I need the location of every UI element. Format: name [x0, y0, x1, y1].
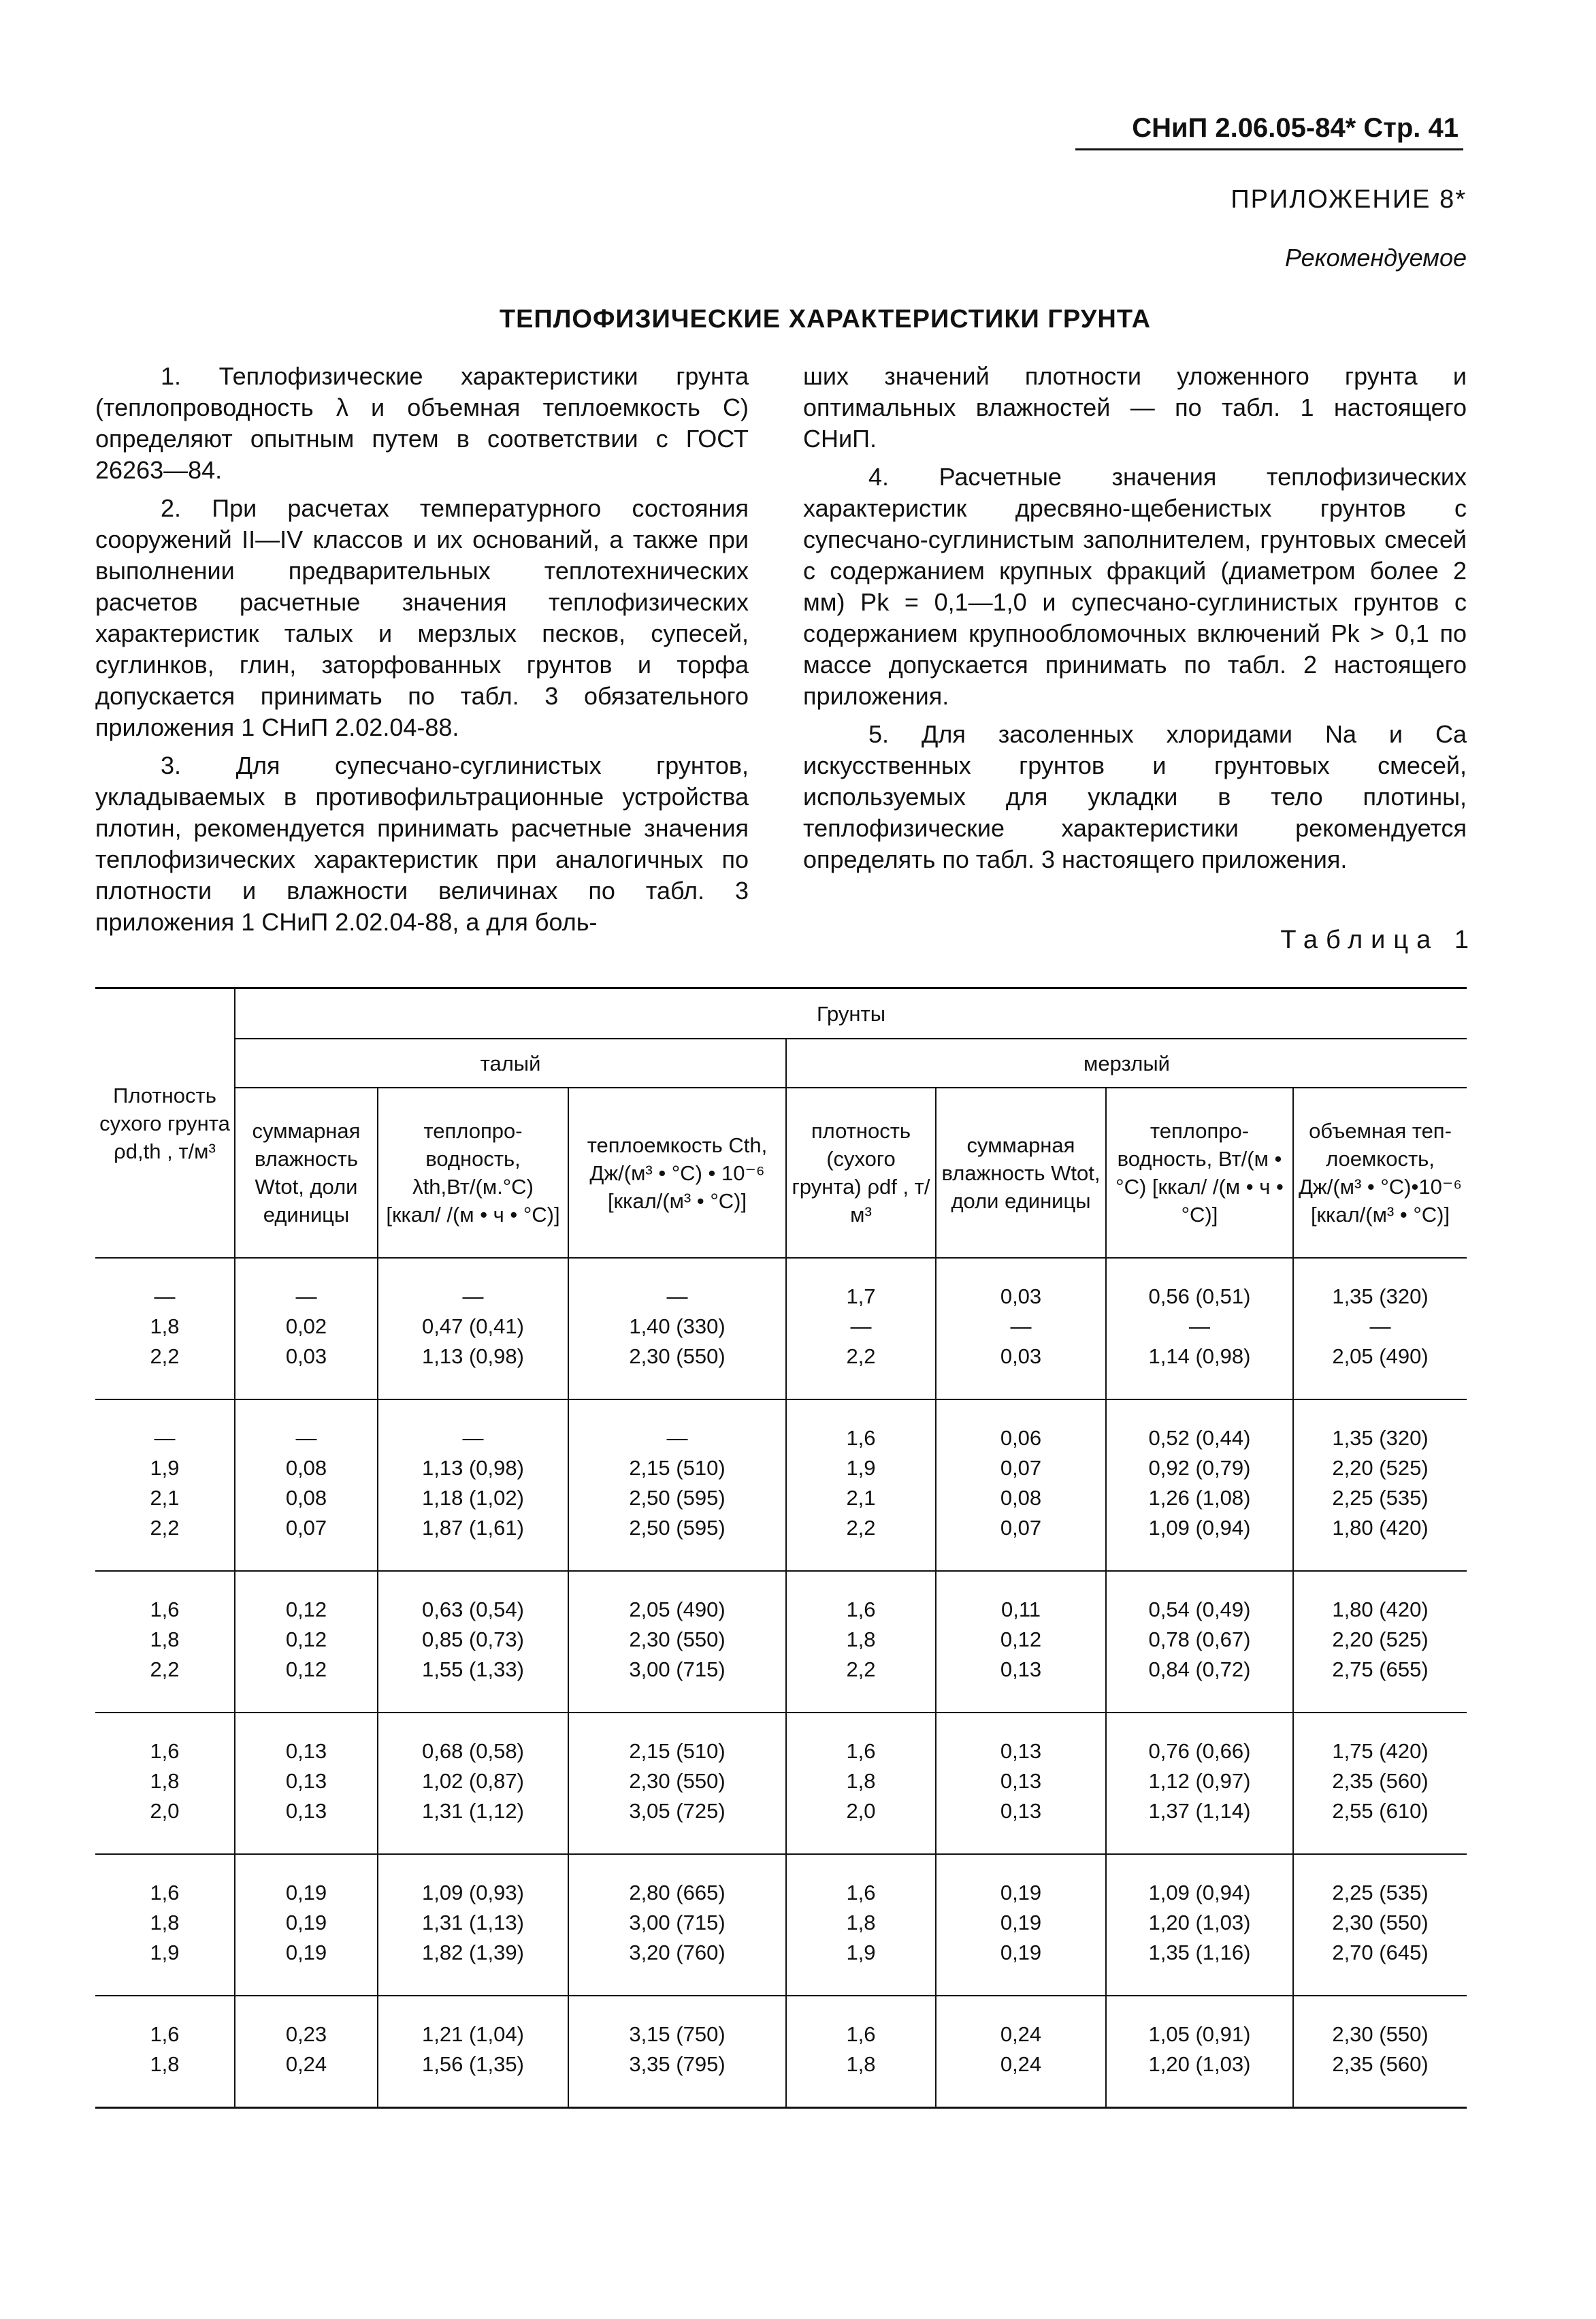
cell-value: 0,76 (0,66) — [1148, 1739, 1251, 1763]
cell-value: 1,6 — [846, 2022, 876, 2046]
cell-value: 1,8 — [846, 1769, 876, 1793]
table-cell — [786, 1399, 936, 1571]
cell-value: 3,00 (715) — [629, 1657, 726, 1681]
cell-value: 0,24 — [1000, 2052, 1042, 2076]
cell-value: 0,52 (0,44) — [1148, 1426, 1251, 1450]
header-conductivity-frozen: теплопро-водность, Вт/(м • °С) [ккал/ /(м • ч • °С)] — [1106, 1088, 1293, 1258]
cell-value: 1,8 — [846, 1911, 876, 1934]
cell-value: 0,07 — [1000, 1456, 1042, 1480]
cell-value: 2,30 (550) — [1332, 2022, 1429, 2046]
cell-value: 1,37 (1,14) — [1148, 1799, 1251, 1823]
table-cell — [786, 1713, 936, 1854]
cell-value: 2,2 — [846, 1344, 876, 1368]
cell-value: 2,35 (560) — [1332, 2052, 1429, 2076]
cell-value: 2,05 (490) — [629, 1598, 726, 1621]
cell-value: 1,9 — [846, 1941, 876, 1964]
table-cell — [95, 1399, 235, 1571]
table-cell — [568, 1854, 786, 1996]
cell-value: 2,15 (510) — [629, 1456, 726, 1480]
cell-value: 1,31 (1,12) — [422, 1799, 524, 1823]
cell-value: 0,19 — [285, 1941, 327, 1964]
cell-value: 0,19 — [285, 1911, 327, 1934]
cell-value: 2,70 (645) — [1332, 1941, 1429, 1964]
cell-value: 2,25 (535) — [1332, 1486, 1429, 1510]
cell-value: 0,13 — [1000, 1657, 1042, 1681]
table-cell — [786, 1854, 936, 1996]
page-header-code: СНиП 2.06.05-84* Стр. 41 — [1132, 113, 1459, 143]
cell-value: 1,05 (0,91) — [1148, 2022, 1251, 2046]
cell-value: 1,82 (1,39) — [422, 1941, 524, 1964]
cell-value: 2,1 — [150, 1486, 180, 1510]
cell-value: 1,6 — [846, 1881, 876, 1904]
cell-value: 0,06 — [1000, 1426, 1042, 1450]
paragraph-5: 5. Для засоленных хлоридами Na и Ca искусственных грунтов и грунтовых смесей, используемых для укладки в тело плотины, теплофизические характеристики рекомендуется определять по табл. 3 настоящего приложения. — [803, 720, 1467, 873]
cell-value: 1,20 (1,03) — [1148, 2052, 1251, 2076]
cell-value: 2,0 — [846, 1799, 876, 1823]
cell-value: 1,18 (1,02) — [422, 1486, 524, 1510]
cell-value: 0,08 — [1000, 1486, 1042, 1510]
cell-value: 2,2 — [846, 1657, 876, 1681]
table-cell — [936, 1399, 1106, 1571]
cell-value: 0,13 — [1000, 1739, 1042, 1763]
header-moisture-thawed: суммарная влажность Wtot, доли единицы — [235, 1088, 378, 1258]
cell-value: 2,1 — [846, 1486, 876, 1510]
soil-thermal-table — [95, 987, 1467, 2109]
cell-value: 1,14 (0,98) — [1148, 1344, 1251, 1368]
cell-value: 3,15 (750) — [629, 2022, 726, 2046]
cell-value: 2,30 (550) — [629, 1344, 726, 1368]
cell-value: 1,6 — [846, 1598, 876, 1621]
cell-value: 1,8 — [846, 2052, 876, 2076]
cell-value: 3,00 (715) — [629, 1911, 726, 1934]
cell-value: 0,56 (0,51) — [1148, 1284, 1251, 1308]
cell-value: 1,02 (0,87) — [422, 1769, 524, 1793]
cell-value: 1,13 (0,98) — [422, 1344, 524, 1368]
cell-value: 3,20 (760) — [629, 1941, 726, 1964]
cell-value: 0,07 — [1000, 1516, 1042, 1540]
cell-value: 0,23 — [285, 2022, 327, 2046]
cell-value: 2,2 — [846, 1516, 876, 1540]
cell-value: 3,05 (725) — [629, 1799, 726, 1823]
table-cell — [378, 1854, 568, 1996]
cell-value: 1,40 (330) — [629, 1314, 726, 1338]
cell-value: 0,13 — [1000, 1769, 1042, 1793]
cell-value: 2,55 (610) — [1332, 1799, 1429, 1823]
cell-value: 2,50 (595) — [629, 1486, 726, 1510]
cell-value: 0,12 — [285, 1598, 327, 1621]
table-cell — [936, 1996, 1106, 2108]
cell-value: 2,2 — [150, 1344, 180, 1368]
cell-value: 0,03 — [1000, 1284, 1042, 1308]
table-cell — [936, 1571, 1106, 1713]
cell-value: — — [154, 1284, 176, 1308]
text-column-right — [803, 361, 1467, 882]
cell-value: 2,20 (525) — [1332, 1627, 1429, 1651]
cell-value: 2,2 — [150, 1657, 180, 1681]
cell-value: 0,11 — [1000, 1598, 1041, 1621]
cell-value: 2,35 (560) — [1332, 1769, 1429, 1793]
cell-value: 1,9 — [846, 1456, 876, 1480]
cell-value: 1,09 (0,94) — [1148, 1881, 1251, 1904]
cell-value: — — [1189, 1314, 1210, 1338]
table-cell — [378, 1996, 568, 2108]
cell-value: 0,63 (0,54) — [422, 1598, 524, 1621]
cell-value: 1,9 — [150, 1941, 180, 1964]
cell-value: 1,8 — [150, 2052, 180, 2076]
table-cell — [1293, 1399, 1467, 1571]
cell-value: 0,12 — [1000, 1627, 1042, 1651]
table-cell — [568, 1571, 786, 1713]
recommended-label: Рекомендуемое — [1285, 244, 1467, 272]
paragraph-3-continued: ших значений плотности уложенного грунта и оптимальных влажностей — по табл. 1 настоящего СНиП. — [803, 362, 1467, 453]
cell-value: — — [1010, 1314, 1032, 1338]
header-moisture-frozen: суммарная влажность Wtot, доли единицы — [936, 1088, 1106, 1258]
cell-value: 1,8 — [150, 1769, 180, 1793]
cell-value: 1,6 — [846, 1426, 876, 1450]
cell-value: 1,8 — [150, 1627, 180, 1651]
cell-value: 1,7 — [846, 1284, 876, 1308]
cell-value: 1,31 (1,13) — [422, 1911, 524, 1934]
cell-value: 2,80 (665) — [629, 1881, 726, 1904]
table-cell — [1293, 1571, 1467, 1713]
table-row-group — [95, 1996, 1467, 2108]
cell-value: 1,8 — [150, 1314, 180, 1338]
cell-value: 3,35 (795) — [629, 2052, 726, 2076]
cell-value: 0,24 — [285, 2052, 327, 2076]
cell-value: 0,85 (0,73) — [422, 1627, 524, 1651]
table-cell — [95, 1258, 235, 1399]
cell-value: — — [295, 1426, 317, 1450]
table-cell — [378, 1713, 568, 1854]
table-cell — [378, 1258, 568, 1399]
cell-value: 2,15 (510) — [629, 1739, 726, 1763]
cell-value: 0,19 — [1000, 1911, 1042, 1934]
cell-value: 1,13 (0,98) — [422, 1456, 524, 1480]
header-heat-capacity-thawed: теплоемкость Cth, Дж/(м³ • °С) • 10⁻⁶ [ккал/(м³ • °С)] — [568, 1088, 786, 1258]
table-cell — [1293, 1854, 1467, 1996]
cell-value: 2,30 (550) — [629, 1627, 726, 1651]
cell-value: 0,13 — [1000, 1799, 1042, 1823]
cell-value: 1,12 (0,97) — [1148, 1769, 1251, 1793]
table-cell — [568, 1399, 786, 1571]
table-cell — [95, 1571, 235, 1713]
header-frozen: мерзлый — [786, 1039, 1467, 1088]
cell-value: 0,54 (0,49) — [1148, 1598, 1251, 1621]
cell-value: 1,87 (1,61) — [422, 1516, 524, 1540]
cell-value: 1,21 (1,04) — [422, 2022, 524, 2046]
table-cell — [235, 1854, 378, 1996]
cell-value: 1,80 (420) — [1332, 1598, 1429, 1621]
header-density-frozen: плотность (сухого грунта) ρdf , т/м³ — [786, 1088, 936, 1258]
table-cell — [235, 1399, 378, 1571]
table-cell — [1106, 1854, 1293, 1996]
cell-value: 0,84 (0,72) — [1148, 1657, 1251, 1681]
table-cell — [568, 1713, 786, 1854]
header-density: Плотность сухого грунта ρd,th , т/м³ — [95, 988, 235, 1259]
table-cell — [1293, 1713, 1467, 1854]
table-cell — [936, 1854, 1106, 1996]
table-cell — [1106, 1713, 1293, 1854]
cell-value: 1,56 (1,35) — [422, 2052, 524, 2076]
table-cell — [786, 1571, 936, 1713]
cell-value: 0,78 (0,67) — [1148, 1627, 1251, 1651]
paragraph-4: 4. Расчетные значения теплофизических характеристик дресвяно-щебенистых грунтов с супесчано-суглинистым заполнителем, грунтовых смесей с содержанием крупных фракций (диаметром более 2 мм) Pk = 0,1—1,0 и супесчано-суглинистых грунтов с содержанием крупнообломочных включений Pk > 0,1 по массе допускается принимать по табл. 2 настоящего приложения. — [803, 463, 1467, 710]
cell-value: 2,25 (535) — [1332, 1881, 1429, 1904]
cell-value: 1,9 — [150, 1456, 180, 1480]
cell-value: — — [462, 1284, 484, 1308]
header-heat-capacity-frozen: объемная теп-лоемкость, Дж/(м³ • °С)•10⁻⁶ [ккал/(м³ • °С)] — [1293, 1088, 1467, 1258]
table-cell — [378, 1571, 568, 1713]
table-cell — [1106, 1996, 1293, 2108]
cell-value: 0,08 — [285, 1486, 327, 1510]
document-title: ТЕПЛОФИЗИЧЕСКИЕ ХАРАКТЕРИСТИКИ ГРУНТА — [499, 305, 1152, 334]
table-cell — [235, 1258, 378, 1399]
cell-value: 1,6 — [150, 2022, 180, 2046]
table-cell — [936, 1713, 1106, 1854]
appendix-label: ПРИЛОЖЕНИЕ 8* — [1231, 185, 1467, 214]
table-cell — [1106, 1571, 1293, 1713]
cell-value: 0,03 — [1000, 1344, 1042, 1368]
cell-value: 2,30 (550) — [1332, 1911, 1429, 1934]
cell-value: 2,05 (490) — [1332, 1344, 1429, 1368]
cell-value: 0,07 — [285, 1516, 327, 1540]
table-cell — [1293, 1996, 1467, 2108]
cell-value: 1,35 (1,16) — [1148, 1941, 1251, 1964]
cell-value: 1,8 — [846, 1627, 876, 1651]
cell-value: — — [462, 1426, 484, 1450]
table-cell — [1106, 1399, 1293, 1571]
cell-value: 2,2 — [150, 1516, 180, 1540]
cell-value: 0,12 — [285, 1657, 327, 1681]
cell-value: 1,6 — [150, 1739, 180, 1763]
table-cell — [95, 1713, 235, 1854]
header-soils: Грунты — [235, 988, 1467, 1039]
table-cell — [235, 1713, 378, 1854]
table-cell — [1293, 1258, 1467, 1399]
cell-value: 1,09 (0,94) — [1148, 1516, 1251, 1540]
cell-value: 0,24 — [1000, 2022, 1042, 2046]
cell-value: 1,75 (420) — [1332, 1739, 1429, 1763]
cell-value: 1,09 (0,93) — [422, 1881, 524, 1904]
cell-value: — — [1369, 1314, 1391, 1338]
cell-value: 0,13 — [285, 1799, 327, 1823]
cell-value: 0,02 — [285, 1314, 327, 1338]
cell-value: 1,35 (320) — [1332, 1426, 1429, 1450]
table-cell — [235, 1996, 378, 2108]
table-row-group — [95, 1399, 1467, 1571]
table-body — [95, 1258, 1467, 2108]
cell-value: 0,08 — [285, 1456, 327, 1480]
cell-value: — — [666, 1426, 688, 1450]
paragraph-1: 1. Теплофизические характеристики грунта (теплопроводность λ и объемная теплоемкость C) определяют опытным путем в соответствии с ГОСТ 26263—84. — [95, 362, 749, 484]
table-row-group — [95, 1713, 1467, 1854]
header-conductivity-thawed: теплопро-водность, λth,Вт/(м.°С) [ккал/ /(м • ч • °С)] — [378, 1088, 568, 1258]
table-cell — [568, 1996, 786, 2108]
cell-value: 0,19 — [1000, 1881, 1042, 1904]
cell-value: 0,13 — [285, 1769, 327, 1793]
table-cell — [1106, 1258, 1293, 1399]
cell-value: 0,13 — [285, 1739, 327, 1763]
cell-value: 1,6 — [150, 1881, 180, 1904]
paragraph-2: 2. При расчетах температурного состояния сооружений II—IV классов и их оснований, а также при выполнении предварительных теплотехнических расчетов расчетные значения теплофизических характеристик талых и мерзлых песков, супесей, суглинков, глин, заторфованных грунтов и торфа допускается принимать по табл. 3 обязательного приложения 1 СНиП 2.02.04-88. — [95, 494, 749, 741]
cell-value: 2,20 (525) — [1332, 1456, 1429, 1480]
table-row-group — [95, 1258, 1467, 1399]
cell-value: 0,19 — [285, 1881, 327, 1904]
table-cell — [235, 1571, 378, 1713]
cell-value: — — [666, 1284, 688, 1308]
cell-value: 0,47 (0,41) — [422, 1314, 524, 1338]
cell-value: 0,19 — [1000, 1941, 1042, 1964]
paragraph-3: 3. Для супесчано-суглинистых грунтов, укладываемых в противофильтрационные устройства плотин, рекомендуется принимать расчетные значения теплофизических характеристик при аналогичных по плотности и влажности величинах по табл. 3 приложения 1 СНиП 2.02.04-88, а для боль- — [95, 751, 749, 936]
cell-value: 1,80 (420) — [1332, 1516, 1429, 1540]
table-cell — [936, 1258, 1106, 1399]
table-cell — [378, 1399, 568, 1571]
cell-value: 1,35 (320) — [1332, 1284, 1429, 1308]
cell-value: 0,03 — [285, 1344, 327, 1368]
table-cell — [95, 1996, 235, 2108]
header-thawed: талый — [235, 1039, 786, 1088]
table-cell — [568, 1258, 786, 1399]
cell-value: 2,0 — [150, 1799, 180, 1823]
cell-value: 2,50 (595) — [629, 1516, 726, 1540]
cell-value: 1,6 — [846, 1739, 876, 1763]
table-row-group — [95, 1854, 1467, 1996]
cell-value: — — [295, 1284, 317, 1308]
cell-value: 2,75 (655) — [1332, 1657, 1429, 1681]
header-underline — [1075, 148, 1463, 150]
cell-value: 0,68 (0,58) — [422, 1739, 524, 1763]
table-row-group — [95, 1571, 1467, 1713]
cell-value: — — [154, 1426, 176, 1450]
cell-value: — — [850, 1314, 872, 1338]
cell-value: 2,30 (550) — [629, 1769, 726, 1793]
text-column-left — [95, 361, 749, 945]
cell-value: 1,20 (1,03) — [1148, 1911, 1251, 1934]
table-cell — [786, 1258, 936, 1399]
table-caption: Таблица 1 — [1280, 926, 1477, 954]
cell-value: 1,26 (1,08) — [1148, 1486, 1251, 1510]
cell-value: 1,6 — [150, 1598, 180, 1621]
cell-value: 0,92 (0,79) — [1148, 1456, 1251, 1480]
table-cell — [95, 1854, 235, 1996]
table-cell — [786, 1996, 936, 2108]
cell-value: 1,8 — [150, 1911, 180, 1934]
cell-value: 0,12 — [285, 1627, 327, 1651]
cell-value: 1,55 (1,33) — [422, 1657, 524, 1681]
